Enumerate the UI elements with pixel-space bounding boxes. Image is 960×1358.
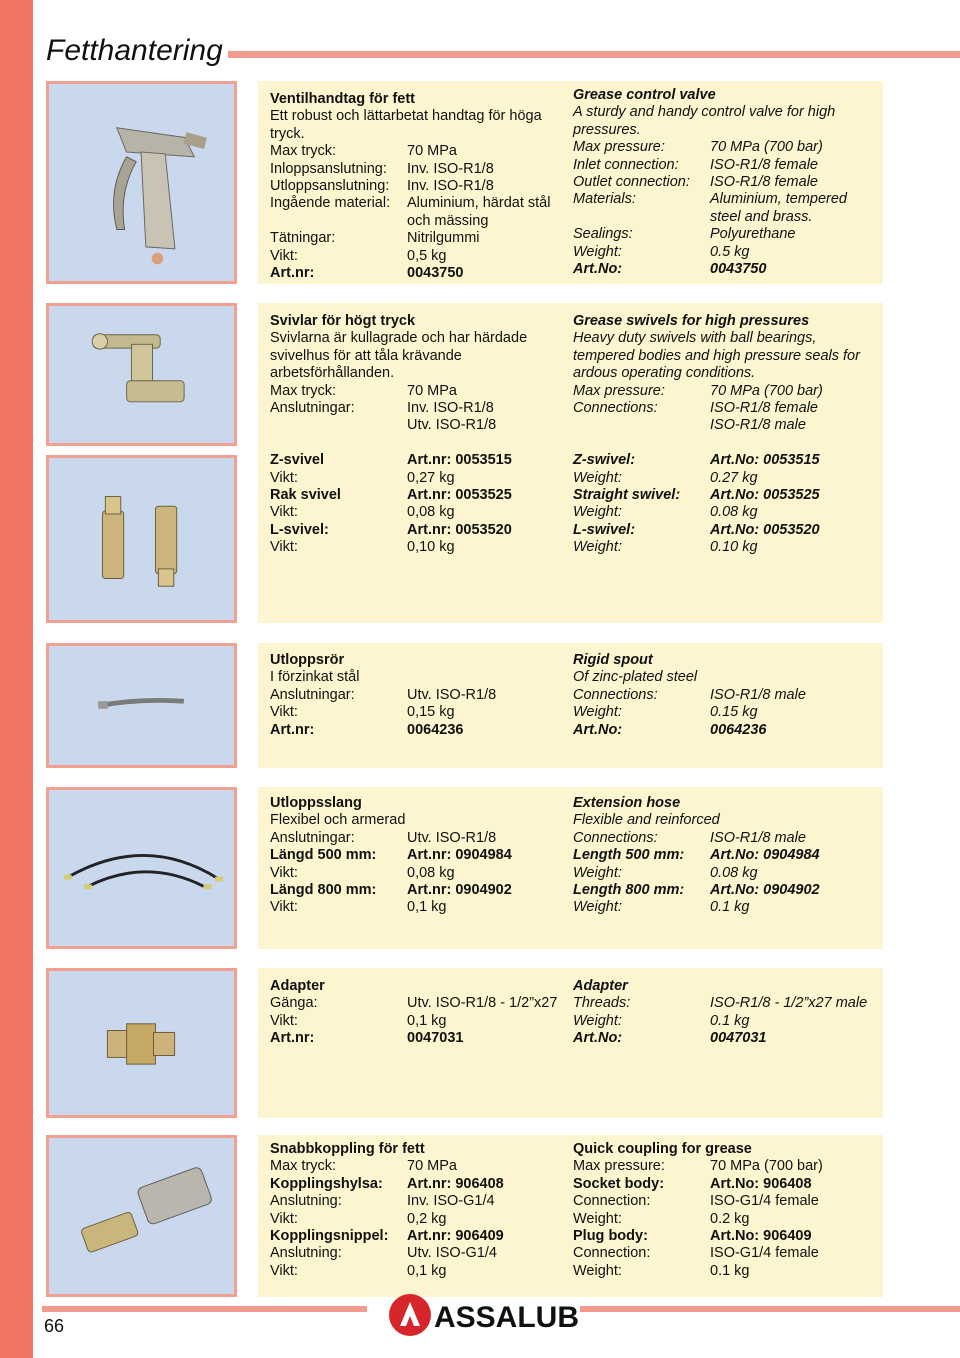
page-sidebar-band: [0, 0, 33, 1358]
spec-value: ISO-G1/4 female: [710, 1245, 819, 1262]
spec-row: [573, 452, 878, 469]
spec-row: [573, 470, 878, 487]
spec-row: [573, 539, 878, 556]
spec-label: Vikt:: [270, 539, 298, 556]
spec-label: Weight:: [573, 864, 622, 881]
spec-label: Max tryck:: [270, 1158, 337, 1175]
spec-label: Inlet connection:: [573, 156, 679, 173]
spec-row: [573, 1013, 878, 1030]
spec-value: 0,15 kg: [407, 704, 455, 721]
spec-label: Materials:: [573, 191, 636, 208]
spec-value: Nitrilgummi: [407, 230, 480, 247]
sv-title: Adapter: [270, 978, 325, 994]
spec-label: Sealings:: [573, 226, 633, 243]
spec-row: [573, 1245, 878, 1262]
spec-value: Polyurethane: [710, 226, 796, 243]
spec-row: [270, 161, 565, 178]
extension-hose-photo: [46, 787, 237, 949]
spec-row: [270, 995, 565, 1012]
grease-valve-photo: [46, 81, 237, 284]
sv-title: Utloppsslang: [270, 795, 362, 811]
spec-row: [270, 687, 565, 704]
spec-row: [270, 882, 565, 899]
spec-label: Gänga:: [270, 995, 318, 1012]
spec-label: Weight:: [573, 539, 622, 556]
spec-value: 0.08 kg: [710, 864, 758, 881]
spec-value: 0,27 kg: [407, 469, 455, 486]
spec-label: Plug body:: [573, 1228, 648, 1245]
spec-label: Vikt:: [270, 704, 298, 721]
spec-value: Art.nr: 0053515: [407, 452, 512, 469]
spec-row: [270, 417, 565, 434]
spec-row: [270, 1263, 565, 1280]
spec-row: [573, 1193, 878, 1210]
spec-value: 0047031: [407, 1030, 464, 1047]
en-title: Adapter: [573, 978, 628, 994]
spec-label: Vikt:: [270, 899, 298, 916]
spec-value: 0.15 kg: [710, 704, 758, 721]
spec-value: 0.1 kg: [710, 1012, 750, 1029]
spec-value: Inv. ISO-R1/8: [407, 160, 494, 177]
spec-value: 0064236: [407, 721, 464, 738]
spec-row: [270, 383, 565, 400]
spec-label: Max pressure:: [573, 1158, 665, 1175]
spec-label: Vikt:: [270, 247, 298, 264]
straight-swivels-photo: [46, 455, 237, 623]
spec-label: Art.nr:: [270, 1030, 315, 1047]
spec-label: Ingående material:: [270, 195, 391, 212]
spec-value: Art.nr: 906409: [407, 1228, 504, 1245]
spec-value: Art.nr: 0053525: [407, 487, 512, 504]
spec-row: [573, 899, 878, 916]
spec-value: Art.No: 0053520: [710, 521, 820, 538]
spec-value: 0,1 kg: [407, 1012, 447, 1029]
footer-rule-right: [580, 1306, 960, 1312]
spec-row: [270, 265, 565, 282]
spec-value: Art.No: 0904902: [710, 882, 820, 899]
panel-grease-swivels: [258, 303, 883, 623]
spec-label: Kopplingsnippel:: [270, 1228, 389, 1245]
sv-title: Ventilhandtag för fett: [270, 91, 415, 107]
sv-column: [270, 795, 565, 917]
spec-label: [573, 417, 710, 434]
panel-extension-hose: [258, 787, 883, 949]
spec-row: [270, 830, 565, 847]
spec-value: Art.nr: 0053520: [407, 521, 512, 538]
sv-title: Svivlar för högt tryck: [270, 313, 416, 329]
spec-value: 0043750: [407, 265, 464, 282]
rigid-spout-photo: [46, 643, 237, 768]
spec-row: [270, 1245, 565, 1262]
spec-row: [270, 1176, 565, 1193]
spec-row: [270, 722, 565, 739]
spec-row: [573, 722, 878, 739]
spec-row: [270, 178, 565, 195]
spec-label: [270, 417, 407, 434]
spec-label: Weight:: [573, 504, 622, 521]
quick-coupling-photo: [46, 1135, 237, 1297]
adapter-photo: [46, 968, 237, 1118]
en-title: Rigid spout: [573, 652, 653, 668]
sv-title: Utloppsrör: [270, 652, 345, 668]
spec-label: Connections:: [573, 829, 658, 846]
spec-label: Connections:: [573, 400, 658, 417]
spec-value: Aluminium, tempered steel and brass.: [710, 191, 847, 225]
spec-label: Rak svivel: [270, 487, 341, 504]
footer-rule-left: [42, 1306, 367, 1312]
panel-quick-coupling: [258, 1135, 883, 1297]
spec-value: 0,5 kg: [407, 247, 447, 264]
spec-row: [270, 1228, 565, 1245]
panel-rigid-spout: [258, 643, 883, 768]
swivel-photo: [46, 303, 237, 446]
spec-value: Inv. ISO-R1/8: [407, 400, 494, 417]
spec-value: 0,08 kg: [407, 864, 455, 881]
spec-value: 70 MPa: [407, 1158, 457, 1175]
en-desc: A sturdy and handy control valve for high pressures.: [573, 104, 836, 138]
spec-label: Art.No:: [573, 721, 623, 738]
spec-value: Inv. ISO-G1/4: [407, 1193, 495, 1210]
sv-column: [270, 313, 565, 557]
spec-row: [573, 157, 878, 174]
spec-label: Vikt:: [270, 504, 298, 521]
spec-row: [270, 847, 565, 864]
sv-desc: Svivlarna är kullagrade och har härdade svivelhus för att tåla krävande arbetsförhållanden.: [270, 330, 528, 382]
spec-label: Vikt:: [270, 469, 298, 486]
spec-label: Weight:: [573, 1262, 622, 1279]
spec-value: 0047031: [710, 1030, 767, 1047]
en-title: Grease control valve: [573, 87, 716, 103]
spec-row: [573, 1158, 878, 1175]
spec-value: 0.2 kg: [710, 1210, 750, 1227]
spec-label: Z-svivel: [270, 452, 324, 469]
spec-row: [270, 539, 565, 556]
spec-label: Max pressure:: [573, 139, 665, 156]
spec-label: Length 500 mm:: [573, 847, 685, 864]
en-column: [573, 87, 878, 278]
spec-value: 0,1 kg: [407, 899, 447, 916]
spec-label: Längd 500 mm:: [270, 847, 377, 864]
spec-value: Art.No: 0904984: [710, 847, 820, 864]
spec-row: [573, 244, 878, 261]
spec-value: ISO-R1/8 male: [710, 417, 806, 434]
spec-value: ISO-G1/4 female: [710, 1193, 819, 1210]
spec-row: [573, 1211, 878, 1228]
spec-value: Utv. ISO-G1/4: [407, 1245, 497, 1262]
spec-label: Z-swivel:: [573, 452, 636, 469]
spec-value: 0.08 kg: [710, 504, 758, 521]
spec-row: [270, 522, 565, 539]
spec-value: 0,1 kg: [407, 1262, 447, 1279]
spec-value: 0,08 kg: [407, 504, 455, 521]
spec-row: [270, 195, 565, 230]
sv-column: [270, 652, 565, 739]
title-rule: [228, 51, 960, 58]
spec-label: Anslutning:: [270, 1245, 342, 1262]
spec-row: [573, 882, 878, 899]
spec-label: Connection:: [573, 1193, 651, 1210]
spec-value: 70 MPa (700 bar): [710, 139, 823, 156]
spec-value: 0.27 kg: [710, 469, 758, 486]
spec-row: [270, 143, 565, 160]
spec-value: Inv. ISO-R1/8: [407, 178, 494, 195]
spec-label: Tätningar:: [270, 230, 336, 247]
sv-column: [270, 1141, 565, 1280]
spec-label: Max pressure:: [573, 382, 665, 399]
spec-row: [270, 452, 565, 469]
spec-value: Utv. ISO-R1/8: [407, 829, 497, 846]
spec-row: [573, 830, 878, 847]
spec-row: [270, 470, 565, 487]
spec-label: Vikt:: [270, 1262, 298, 1279]
spec-row: [270, 704, 565, 721]
spec-value: 0064236: [710, 721, 767, 738]
spec-row: [573, 139, 878, 156]
spec-value: Art.nr: 906408: [407, 1175, 504, 1192]
page-title: Fetthantering: [46, 34, 223, 67]
spec-value: 0.10 kg: [710, 539, 758, 556]
spec-value: 70 MPa (700 bar): [710, 382, 823, 399]
spec-row: [573, 383, 878, 400]
en-column: [573, 795, 878, 917]
spec-label: Kopplingshylsa:: [270, 1175, 383, 1192]
spec-value: Art.No: 906408: [710, 1175, 812, 1192]
spec-value: 0,10 kg: [407, 539, 455, 556]
spec-value: 0.1 kg: [710, 899, 750, 916]
spec-label: Art.No:: [573, 261, 623, 278]
spec-label: Längd 800 mm:: [270, 882, 377, 899]
spec-row: [270, 248, 565, 265]
en-desc: Flexible and reinforced: [573, 812, 720, 829]
spec-value: Art.nr: 0904984: [407, 847, 512, 864]
spec-label: Vikt:: [270, 1210, 298, 1227]
sv-column: [270, 978, 565, 1048]
spec-row: [573, 417, 878, 434]
spec-value: Art.No: 906409: [710, 1228, 812, 1245]
spec-label: Anslutningar:: [270, 829, 355, 846]
spec-row: [270, 487, 565, 504]
spec-value: 0.1 kg: [710, 1262, 750, 1279]
spec-row: [270, 1013, 565, 1030]
en-column: [573, 313, 878, 557]
spec-row: [573, 704, 878, 721]
spec-value: ISO-R1/8 female: [710, 400, 818, 417]
assalub-logo: [386, 1292, 580, 1338]
spec-row: [270, 504, 565, 521]
logo-text: ASSALUB: [434, 1301, 580, 1334]
spec-value: Utv. ISO-R1/8: [407, 417, 497, 434]
spec-label: Straight swivel:: [573, 487, 681, 504]
spec-label: Weight:: [573, 1210, 622, 1227]
spec-label: Utloppsanslutning:: [270, 178, 390, 195]
spec-row: [573, 400, 878, 417]
spec-row: [270, 899, 565, 916]
en-column: [573, 1141, 878, 1280]
sv-desc: Ett robust och lättarbetat handtag för höga tryck.: [270, 108, 542, 142]
spec-label: Connections:: [573, 686, 658, 703]
spec-row: [573, 865, 878, 882]
spec-label: Vikt:: [270, 1012, 298, 1029]
spec-label: Weight:: [573, 1012, 622, 1029]
spec-label: Weight:: [573, 704, 622, 721]
en-column: [573, 978, 878, 1048]
spec-value: Utv. ISO-R1/8: [407, 686, 497, 703]
spec-label: Max tryck:: [270, 382, 337, 399]
panel-grease-control-valve: [258, 81, 883, 284]
sv-desc: Flexibel och armerad: [270, 812, 406, 829]
spec-row: [573, 1030, 878, 1047]
en-title: Quick coupling for grease: [573, 1141, 752, 1157]
spec-row: [573, 174, 878, 191]
spec-row: [270, 1211, 565, 1228]
spec-label: Anslutningar:: [270, 686, 355, 703]
page-number: 66: [44, 1316, 65, 1336]
spec-row: [270, 865, 565, 882]
spec-row: [573, 1228, 878, 1245]
spec-row: [573, 687, 878, 704]
en-desc: Of zinc-plated steel: [573, 669, 698, 686]
spec-value: Art.No: 0053515: [710, 452, 820, 469]
spec-row: [573, 487, 878, 504]
spec-value: 70 MPa: [407, 382, 457, 399]
spec-row: [573, 191, 878, 226]
spec-label: Art.nr:: [270, 721, 315, 738]
en-column: [573, 652, 878, 739]
spec-label: Threads:: [573, 995, 631, 1012]
spec-label: Anslutningar:: [270, 400, 355, 417]
spec-value: ISO-R1/8 female: [710, 156, 818, 173]
spec-row: [573, 995, 878, 1012]
spec-value: 70 MPa: [407, 143, 457, 160]
spec-label: Anslutning:: [270, 1193, 342, 1210]
spec-label: Weight:: [573, 243, 622, 260]
spec-value: ISO-R1/8 - 1/2”x27 male: [710, 995, 868, 1012]
spec-value: Aluminium, härdat stål och mässing: [407, 195, 551, 229]
spec-label: L-swivel:: [573, 521, 636, 538]
spec-value: 0,2 kg: [407, 1210, 447, 1227]
spec-label: Weight:: [573, 899, 622, 916]
spec-row: [270, 1030, 565, 1047]
spec-label: L-svivel:: [270, 521, 329, 538]
en-desc: Heavy duty swivels with ball bearings, tempered bodies and high pressure seals for ardous operating conditions.: [573, 330, 860, 382]
spec-row: [270, 1158, 565, 1175]
spec-value: 0043750: [710, 261, 767, 278]
spec-row: [270, 230, 565, 247]
panel-adapter: [258, 968, 883, 1118]
sv-desc: I förzinkat stål: [270, 669, 360, 686]
spec-label: Inloppsanslutning:: [270, 160, 387, 177]
spec-value: ISO-R1/8 male: [710, 686, 806, 703]
spec-row: [573, 504, 878, 521]
spec-row: [573, 261, 878, 278]
spec-label: Connection:: [573, 1245, 651, 1262]
en-title: Extension hose: [573, 795, 681, 811]
spec-value: 0.5 kg: [710, 243, 750, 260]
spec-label: Weight:: [573, 469, 622, 486]
spec-label: Length 800 mm:: [573, 882, 685, 899]
spec-value: Art.No: 0053525: [710, 487, 820, 504]
spec-row: [270, 400, 565, 417]
spec-row: [573, 1263, 878, 1280]
spec-label: Art.No:: [573, 1030, 623, 1047]
spec-label: Outlet connection:: [573, 174, 690, 191]
spec-label: Vikt:: [270, 864, 298, 881]
spec-value: Art.nr: 0904902: [407, 882, 512, 899]
spec-value: Utv. ISO-R1/8 - 1/2”x27: [407, 995, 558, 1012]
spec-value: ISO-R1/8 female: [710, 174, 818, 191]
en-title: Grease swivels for high pressures: [573, 313, 810, 329]
spec-label: Socket body:: [573, 1175, 665, 1192]
spec-row: [270, 1193, 565, 1210]
spec-label: Max tryck:: [270, 143, 337, 160]
spec-value: ISO-R1/8 male: [710, 829, 806, 846]
spec-row: [573, 522, 878, 539]
spec-row: [573, 847, 878, 864]
spec-row: [573, 1176, 878, 1193]
sv-title: Snabbkoppling för fett: [270, 1141, 425, 1157]
spec-label: Art.nr:: [270, 265, 315, 282]
spec-value: 70 MPa (700 bar): [710, 1158, 823, 1175]
spec-row: [573, 226, 878, 243]
sv-column: [270, 91, 565, 282]
